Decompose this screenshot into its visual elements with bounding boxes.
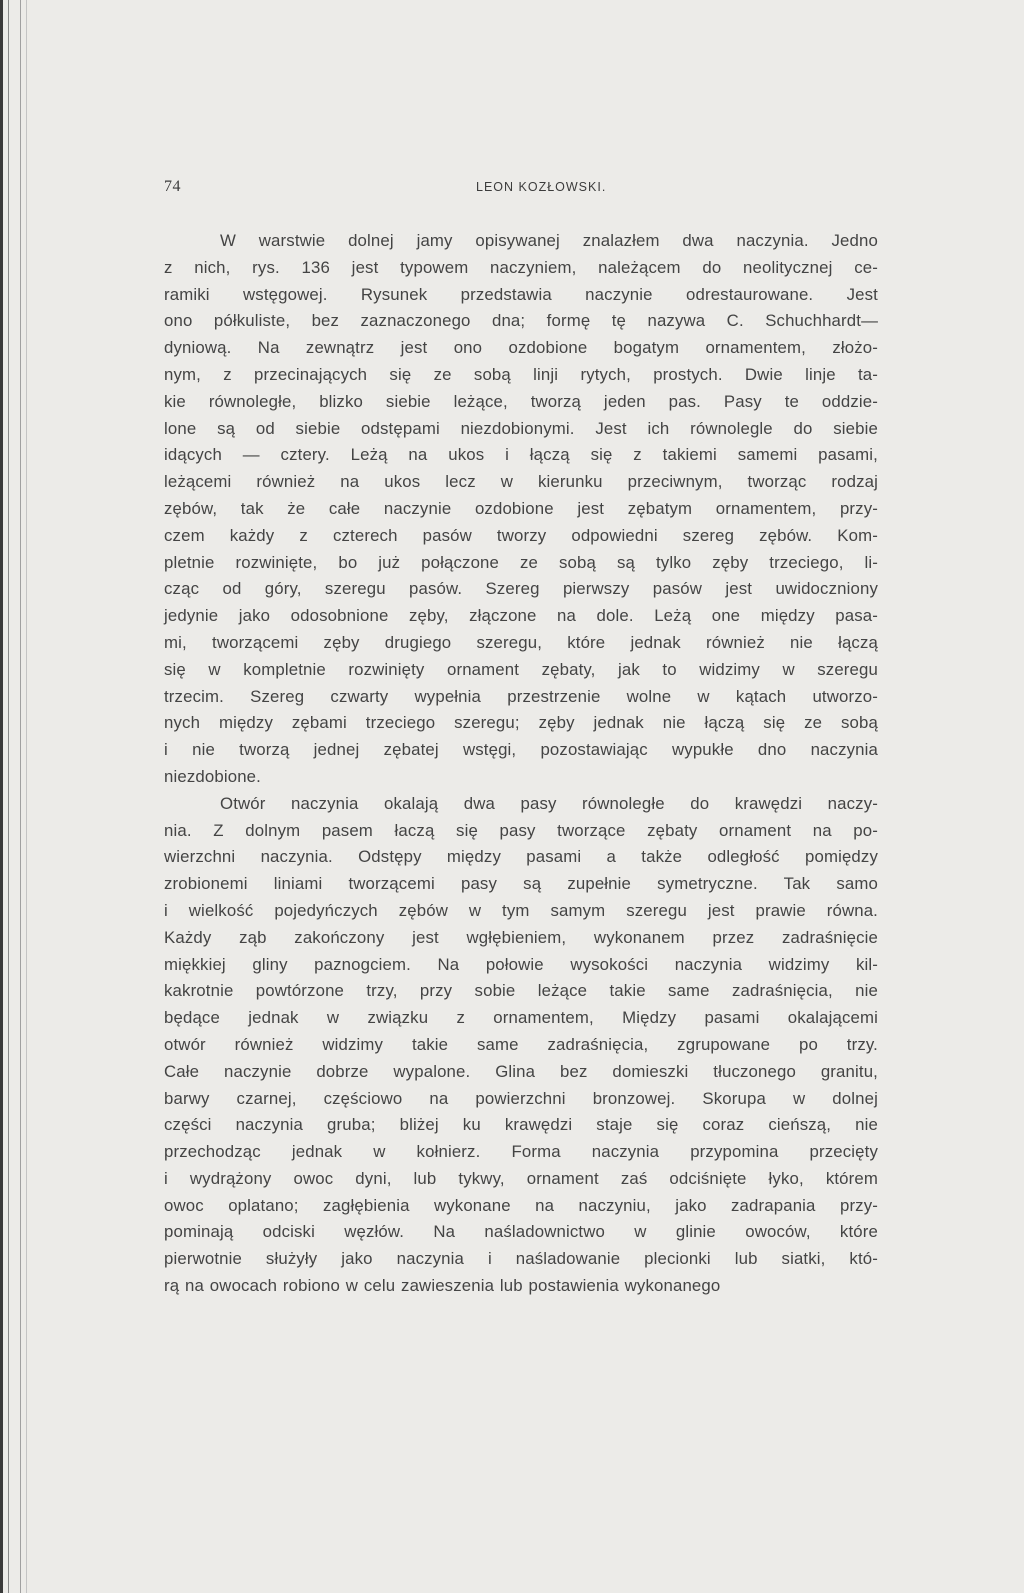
text-line: Całe naczynie dobrze wypalone. Glina bez domieszki tłuczonego granitu, — [164, 1061, 878, 1081]
page-spine-line — [20, 0, 21, 1593]
text-line: Otwór naczynia okalają dwa pasy równoległe do krawędzi naczy- — [220, 793, 878, 813]
page-spine-edge — [0, 0, 3, 1593]
text-line: będące jednak w związku z ornamentem, Między pasami okalającemi — [164, 1008, 878, 1028]
text-line: rą na owocach robiono w celu zawieszenia lub postawienia wykonanego — [164, 1276, 721, 1296]
page-number: 74 — [164, 178, 181, 195]
text-line: wierzchni naczynia. Odstępy między pasami a także odległość pomiędzy — [164, 847, 878, 867]
text-line: miękkiej gliny paznogciem. Na połowie wysokości naczynia widzimy kil- — [164, 954, 878, 974]
page-spine-line — [8, 0, 9, 1593]
text-line: barwy czarnej, częściowo na powierzchni bronzowej. Skorupa w dolnej — [164, 1088, 878, 1108]
text-line: nia. Z dolnym pasem łaczą się pasy tworzące zębaty ornament na po- — [164, 820, 878, 840]
text-line: kakrotnie powtórzone trzy, przy sobie leżące takie same zadraśnięcia, nie — [164, 981, 878, 1001]
text-line: Każdy ząb zakończony jest wgłębieniem, wykonanem przez zadraśnięcie — [164, 927, 878, 947]
text-line: nych między zębami trzeciego szeregu; zęby jednak nie łączą się ze sobą — [164, 713, 878, 733]
text-line: mi, tworzącemi zęby drugiego szeregu, które jednak również nie łączą — [164, 632, 878, 652]
text-line: pletnie rozwinięte, bo już połączone ze sobą są tylko zęby trzeciego, li- — [164, 552, 878, 572]
text-line: z nich, rys. 136 jest typowem naczyniem, należącem do neolitycznej ce- — [164, 257, 878, 277]
text-line: lone są od siebie odstępami niezdobionymi. Jest ich równolegle do siebie — [164, 418, 878, 438]
text-line: przechodząc jednak w kołnierz. Forma naczynia przypomina przecięty — [164, 1142, 878, 1162]
text-line: ono półkuliste, bez zaznaczonego dna; formę tę nazywa C. Schuchhardt— — [164, 311, 878, 331]
text-line: owoc oplatano; zagłębienia wykonane na naczyniu, jako zadrapania przy- — [164, 1195, 878, 1215]
text-line: zrobionemi liniami tworzącemi pasy są zupełnie symetryczne. Tak samo — [164, 874, 878, 894]
text-line: pominają odciski węzłów. Na naśladownictwo w glinie owoców, które — [164, 1222, 878, 1242]
page-header — [164, 178, 876, 200]
text-line: cząc od góry, szeregu pasów. Szereg pierwszy pasów jest uwidoczniony — [164, 579, 878, 599]
body-text — [164, 228, 878, 1300]
text-line: trzecim. Szereg czwarty wypełnia przestrzenie wolne w kątach utworzo- — [164, 686, 878, 706]
text-line: czem każdy z czterech pasów tworzy odpowiedni szereg zębów. Kom- — [164, 525, 878, 545]
text-line: dyniową. Na zewnątrz jest ono ozdobione bogatym ornamentem, złożo- — [164, 338, 878, 358]
text-line: otwór również widzimy takie same zadraśnięcia, zgrupowane po trzy. — [164, 1034, 878, 1054]
text-line: zębów, tak że całe naczynie ozdobione jest zębatym ornamentem, przy- — [164, 498, 878, 518]
text-line: kie równoległe, blizko siebie leżące, tworzą jeden pas. Pasy te oddzie- — [164, 391, 878, 411]
running-head: LEON KOZŁOWSKI. — [476, 180, 607, 194]
text-line: ramiki wstęgowej. Rysunek przedstawia naczynie odrestaurowane. Jest — [164, 284, 878, 304]
text-line: pierwotnie służyły jako naczynia i naśladowanie plecionki lub siatki, któ- — [164, 1249, 878, 1269]
text-line: idących — cztery. Leżą na ukos i łączą się z takiemi samemi pasami, — [164, 445, 878, 465]
text-line: i wydrążony owoc dyni, lub tykwy, ornament zaś odciśnięte łyko, którem — [164, 1168, 878, 1188]
text-line: leżącemi również na ukos lecz w kierunku przeciwnym, tworząc rodzaj — [164, 472, 878, 492]
text-line: niezdobione. — [164, 766, 261, 786]
text-line: części naczynia gruba; bliżej ku krawędzi staje się coraz cieńszą, nie — [164, 1115, 878, 1135]
text-line: nym, z przecinających się ze sobą linji rytych, prostych. Dwie linje ta- — [164, 364, 878, 384]
text-line: jedynie jako odosobnione zęby, złączone na dole. Leżą one między pasa- — [164, 606, 878, 626]
text-line: i nie tworzą jednej zębatej wstęgi, pozostawiając wypukłe dno naczynia — [164, 740, 878, 760]
text-line: i wielkość pojedyńczych zębów w tym samym szeregu jest prawie równa. — [164, 900, 878, 920]
text-line: się w kompletnie rozwinięty ornament zębaty, jak to widzimy w szeregu — [164, 659, 878, 679]
text-line: W warstwie dolnej jamy opisywanej znalazłem dwa naczynia. Jedno — [220, 231, 878, 250]
page-spine-line — [26, 0, 27, 1593]
